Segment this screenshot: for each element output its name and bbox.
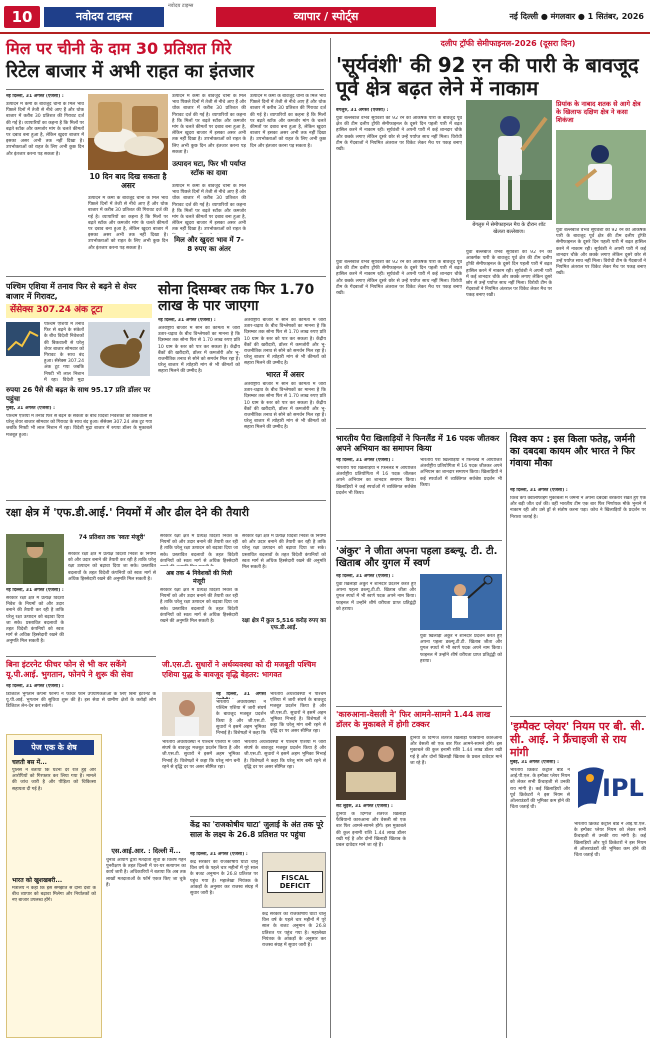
ipl-headline: 'इम्पैक्ट प्लेयर' नियम पर बी. सी. सी. आई. ने फ्रैंचाइजी से राय मांगी xyxy=(510,720,645,759)
fdi-sub3: रक्षा क्षेत्र में कुल 5,516 करोड़ रुपए का एफ.डी.आई. xyxy=(242,618,326,631)
fdi-sub1: 74 प्रतिशत तक 'स्वतः मंजूरी' xyxy=(78,534,146,541)
cricketer-photo xyxy=(466,100,552,220)
sidebar-item-body-1: पुलिस ने बताया कि घटना देर रात हुई और आरोपियों को गिरफ्तार कर लिया गया है। मामले की जांच जारी है और पीड़िता को चिकित्सा सहायता दी गई है। xyxy=(12,768,96,792)
sugar-body-col5: उत्पादन में कमी के बावजूद चीनी के मिल भाव पिछले दिनों में तेजी से नीचे आए हैं और थोक बाजार में करीब 30 प्रतिशत की गिरावट दर्ज की गई है। व्यापारियों का कहना है कि मिलों पर बढ़ते स्टॉक और कमजोर मांग के चलते कीमतों पर दबाव बना हुआ है, लेकिन खुदरा बाजार में इसका असर अभी तक नहीं दिखा है। उपभोक्ताओं को राहत के लिए अभी कुछ दिन और इंतजार करना पड़ सकता है। xyxy=(250,94,326,149)
fdi-sub2: अब तक 4 निवेशकों की मिली मंजूरी xyxy=(165,570,233,585)
divider xyxy=(510,716,646,717)
masthead xyxy=(0,0,650,34)
badminton-body-col2: युवा खिलाड़ी अंकुर ने शानदार प्रदर्शन करते हुए अपना पहला डब्ल्यू.टी.टी. खिताब जीता और युगल स्पर्धा में भी स्वर्ण पदक अपने नाम किया। फाइनल में उन्होंने शीर्ष वरीयता प्राप्त प्रतिद्वंद्वी को हराया। xyxy=(420,634,502,664)
sugar-sub1: 10 दिन बाद दिख सकता है असर xyxy=(89,172,167,190)
edition-note: नवोदय टाइम्स xyxy=(168,3,194,9)
sugar-body-col4: उत्पादन में कमी के बावजूद चीनी के मिल भाव पिछले दिनों में तेजी से नीचे आए हैं और थोक बाजार में करीब 30 प्रतिशत की गिरावट दर्ज की गई है। व्यापारियों का कहना है कि मिलों पर बढ़ते स्टॉक और कमजोर मांग के चलते कीमतों पर दबाव बना हुआ है, लेकिन खुदरा बाजार में इसका असर अभी तक नहीं दिखा है। उपभोक्ताओं को राहत के xyxy=(172,184,246,233)
sir-body: चुनाव आयोग द्वारा मतदाता सूची के विशेष गहन पुनरीक्षण के तहत दिल्ली में घर-घर सत्यापन का कार्य जारी है। अधिकारियों ने बताया कि अब तक लाखों मतदाताओं के फॉर्म एकत्र किए जा चुके हैं। xyxy=(106,858,186,888)
paper-name[interactable]: नवोदय टाइम्स xyxy=(44,7,164,27)
deficit-photo-label: FISCAL DEFICIT xyxy=(267,871,323,893)
batsman-photo-small xyxy=(556,130,646,224)
ipl-body-col2: भारतीय क्रिकेट कंट्रोल बोर्ड ने आई.पी.एल. के इम्पैक्ट प्लेयर नियम को लेकर सभी फ्रैंचाइजी से उनकी राय मांगी है। कई खिलाड़ियों और पूर्व क्रिकेटरों ने इस नियम से ऑलराउंडरों की भूमिका कम होने की चिंता जताई थी। xyxy=(574,822,646,859)
gold-headline: सोना दिसम्बर तक फिर 1.70 लाख के पार जाएगा xyxy=(158,282,315,314)
sensex-highlight: सेंसेक्स 307.24 अंक टूटा xyxy=(10,305,103,315)
deficit-body-col2: केंद्र सरकार का राजकोषीय घाटा चालू वित्त वर्ष के पहले चार महीनों में पूरे साल के बजट अनुमान के 26.8 प्रतिशत पर पहुंच गया है। महालेखा नियंत्रक के आंकड़ों के अनुसार कर राजस्व संग्रह में सुधार जारी है। xyxy=(262,912,326,949)
ipl-body-col1: भारतीय क्रिकेट कंट्रोल बोर्ड ने आई.पी.एल. के इम्पैक्ट प्लेयर नियम को लेकर सभी फ्रैंचाइजी से उनकी राय मांगी है। कई खिलाड़ियों और पूर्व क्रिकेटरों ने इस नियम से ऑलराउंडरों की भूमिका कम होने की चिंता जताई थी। xyxy=(510,768,570,811)
badminton-body-col1: युवा खिलाड़ी अंकुर ने शानदार प्रदर्शन करते हुए अपना पहला डब्ल्यू.टी.टी. खिताब जीता और युगल स्पर्धा में भी स्वर्ण पदक अपने नाम किया। फाइनल में उन्होंने शीर्ष वरीयता प्राप्त प्रतिद्वंद्वी को हराया। xyxy=(336,582,416,612)
duleep-body-a: युवा बल्लेबाज वैभव सूर्यवंशी की 92 रन की आकर्षक पारी के बावजूद पूर्व क्षेत्र की टीम दलीप ट्रॉफी सेमीफाइनल के दूसरे दिन पहली पारी में बढ़त हासिल करने में नाकाम रही। सूर्यवंशी ने अपनी पारी में कई शानदार चौके और छक्के लगाए लेकिन दूसरे छोर से उन्हें पर्याप्त साथ नहीं मिला। विरोधी टीम के गेंदबाजों ने नियमित अंतराल पर विकेट लेकर मैच पर पकड़ बनाए रखी। xyxy=(336,116,462,153)
sensex-body-a: पश्चिम एशिया में तनाव फिर से बढ़ने के संकेतों के बीच विदेशी निवेशकों की बिकवाली से घरेलू शेयर बाजार सोमवार को गिरावट के साथ बंद हुआ। सेंसेक्स 307.24 अंक टूट गया जबकि निफ्टी भी लाल निशान में रहा। विदेशी मुद्रा xyxy=(44,322,84,382)
ipl-logo xyxy=(574,760,646,818)
ipl-dateline: मुंबई, 31 अगस्त (एजेंसी) : xyxy=(510,760,559,765)
gold-body-col2: अंतर्राष्ट्रीय बाजार में सोने की कीमतों में जारी उतार-चढ़ाव के बीच विश्लेषकों का मानना है कि दिसम्बर तक सोना फिर से 1.70 लाख रुपए प्रति 10 ग्राम के स्तर को पार कर सकता है। केंद्रीय बैंकों की खरीदारी, डॉलर में कमजोरी और भू-राजनीतिक तनाव से सोने को समर्थन मिल रहा है। घरेलू बाजार में त्योहारी मांग से भी कीमतों को सहारा मिलने की उम्मीद है। xyxy=(244,318,326,366)
divider xyxy=(190,816,326,817)
finland-dateline: नई दिल्ली, 31 अगस्त (एजेंसी) : xyxy=(336,458,394,463)
column-divider xyxy=(330,38,331,1038)
sugar-headline: रिटेल बाजार में अभी राहत का इंतजार xyxy=(6,61,254,82)
football-dateline: नई दिल्ली, 31 अगस्त (एजेंसी) : xyxy=(510,488,568,493)
sugar-kicker: मिल पर चीनी के दाम 30 प्रतिशत गिरे xyxy=(6,39,232,58)
economy-body-col2: भारतीय अर्थव्यवस्था ने पश्चिम एशिया में जारी संघर्ष के बावजूद मजबूत प्रदर्शन किया है और जी.एस.टी. सुधारों ने इसमें अहम भूमिका निभाई है। विशेषज्ञों ने कहा कि घरेलू मांग बनी रहने से वृद्धि दर पर असर सीमित रहा। xyxy=(162,740,240,770)
divider xyxy=(6,656,156,657)
sir-heading: एस.आई.आर. : दिल्ली में... xyxy=(111,847,181,855)
divider xyxy=(6,89,324,90)
sugar-sub3: मिल और खुदरा भाव में 7-8 रुपए का अंतर xyxy=(174,236,244,253)
page-number: 10 xyxy=(4,6,40,28)
divider xyxy=(336,428,646,429)
deficit-headline: केंद्र का 'राजकोषीय घाटा' जुलाई के अंत तक पूरे साल के लक्ष्य के 26.8 प्रतिशत पर पहुंचा xyxy=(190,820,324,839)
sugar-photo xyxy=(88,94,168,170)
sugar-dateline: नई दिल्ली, 31 अगस्त (एजेंसी) : xyxy=(6,94,64,99)
sensex-kicker: पश्चिम एशिया में तनाव फिर से बढ़ने से शेयर बाजार में गिरावट, xyxy=(6,282,137,301)
gold-sub: भारत में असर xyxy=(265,370,305,379)
finland-body-col1: भारतीय पैरा खिलाड़ियों ने फिनलैंड में आयोजित अंतर्राष्ट्रीय प्रतियोगिता में 16 पदक जीतकर अपने अभियान का शानदार समापन किया। खिलाड़ियों ने कई स्पर्धाओं में व्यक्तिगत सर्वश्रेष्ठ प्रदर्शन भी किया। xyxy=(336,466,416,496)
fdi-body-col1: सरकार रक्षा क्षेत्र में प्रत्यक्ष विदेशी निवेश के नियमों को और उदार बनाने की तैयारी कर रही है ताकि घरेलू रक्षा उत्पादन को बढ़ावा दिया जा सके। प्रस्तावित बदलावों के तहत विदेशी कंपनियों को स्वतः मार्ग से अधिक हिस्सेदारी रखने की अनुमति मिल सकती है। xyxy=(6,596,64,645)
sidebar-item-body-2: मंत्रालय ने कहा कि इस समझौते से दोनों देशों के बीच व्यापार को बढ़ावा मिलेगा और निर्यातकों को नए बाजार उपलब्ध होंगे। xyxy=(12,886,96,904)
economy-body-col3: भारतीय अर्थव्यवस्था ने पश्चिम एशिया में जारी संघर्ष के बावजूद मजबूत प्रदर्शन किया है और जी.एस.टी. सुधारों ने इसमें अहम भूमिका निभाई है। विशेषज्ञों ने कहा कि घरेलू मांग बनी रहने से वृद्धि दर पर असर सीमित रहा। xyxy=(270,692,326,735)
sensex-dateline: मुंबई, 31 अगस्त (एजेंसी) : xyxy=(6,406,55,411)
economy-dateline: नई दिल्ली, 31 अगस्त xyxy=(216,692,266,697)
bull-photo xyxy=(88,322,150,376)
gold-body-col1: अंतर्राष्ट्रीय बाजार में सोने की कीमतों में जारी उतार-चढ़ाव के बीच विश्लेषकों का मानना है कि दिसम्बर तक सोना फिर से 1.70 लाख रुपए प्रति 10 ग्राम के स्तर को पार कर सकता है। केंद्रीय बैंकों की खरीदारी, डॉलर में कमजोरी और भू-राजनीतिक तनाव से सोने को समर्थन मिल रहा है। घरेलू बाजार में त्योहारी मांग से भी कीमतों को सहारा मिलने की उम्मीद है। xyxy=(158,326,240,375)
finland-headline: भारतीय पैरा खिलाड़ियों ने फिनलैंड में 16 पदक जीतकर अपने अभियान का समापन किया xyxy=(336,434,500,453)
fdi-body-col4: सरकार रक्षा क्षेत्र में प्रत्यक्ष विदेशी निवेश के नियमों को और उदार बनाने की तैयारी कर रही है ताकि घरेलू रक्षा उत्पादन को बढ़ावा दिया जा सके। प्रस्तावित बदलावों के तहत विदेशी कंपनियों को स्वतः मार्ग से अधिक हिस्सेदारी रखने की अनुमति मिल सकती है। xyxy=(160,588,238,625)
economy-headline: जी.एस.टी. सुधारों ने अर्थव्यवस्था को दी मजबूती पश्चिम एशिया युद्ध के बावजूद वृद्धि बेहतर: भागवत xyxy=(162,660,316,679)
sidebar-item-title-1[interactable]: चलती बस में... xyxy=(12,759,47,766)
economy-body-col4: भारतीय अर्थव्यवस्था ने पश्चिम एशिया में जारी संघर्ष के बावजूद मजबूत प्रदर्शन किया है और जी.एस.टी. सुधारों ने इसमें अहम भूमिका निभाई है। विशेषज्ञों ने कहा कि घरेलू मांग बनी रहने से वृद्धि दर पर असर सीमित रहा। xyxy=(244,740,326,770)
section-tag: व्यापार / स्पोर्ट्स xyxy=(216,7,436,27)
football-headline: विश्व कप : इस किला फतेह, जर्मनी का दबदबा कायम और भारत ने फिर गंवाया मौका xyxy=(510,434,635,469)
duleep-body-c: युवा बल्लेबाज वैभव सूर्यवंशी की 92 रन की आकर्षक पारी के बावजूद पूर्व क्षेत्र की टीम दलीप ट्रॉफी सेमीफाइनल के दूसरे दिन पहली पारी में बढ़त हासिल करने में नाकाम रही। सूर्यवंशी ने अपनी पारी में कई शानदार चौके और छक्के लगाए लेकिन दूसरे छोर से उन्हें पर्याप्त साथ नहीं मिला। विरोधी टीम के गेंदबाजों ने नियमित अंतराल पर विकेट लेकर मैच पर पकड़ बनाए रखी। xyxy=(466,250,552,299)
badminton-photo xyxy=(420,574,502,630)
gold-body-col3: अंतर्राष्ट्रीय बाजार में सोने की कीमतों में जारी उतार-चढ़ाव के बीच विश्लेषकों का मानना है कि दिसम्बर तक सोना फिर से 1.70 लाख रुपए प्रति 10 ग्राम के स्तर को पार कर सकता है। केंद्रीय बैंकों की खरीदारी, डॉलर में कमजोरी और भू-राजनीतिक तनाव से सोने को समर्थन मिल रहा है। घरेलू बाजार में त्योहारी मांग से भी कीमतों को सहारा मिलने की उम्मीद है। xyxy=(244,382,326,431)
deficit-photo xyxy=(262,852,326,908)
fdi-body-col5: सरकार रक्षा क्षेत्र में प्रत्यक्ष विदेशी निवेश के नियमों को और उदार बनाने की तैयारी कर रही है ताकि घरेलू रक्षा उत्पादन को बढ़ावा दिया जा सके। प्रस्तावित बदलावों के तहत विदेशी कंपनियों को स्वतः मार्ग से अधिक हिस्सेदारी रखने की अनुमति मिल सकती है। xyxy=(242,534,326,571)
sugar-body-col1: उत्पादन में कमी के बावजूद चीनी के मिल भाव पिछले दिनों में तेजी से नीचे आए हैं और थोक बाजार में करीब 30 प्रतिशत की गिरावट दर्ज की गई है। व्यापारियों का कहना है कि मिलों पर बढ़ते स्टॉक और कमजोर मांग के चलते कीमतों पर दबाव बना हुआ है, लेकिन खुदरा बाजार में इसका असर अभी तक नहीं दिखा है। उपभोक्ताओं को राहत के लिए अभी कुछ दिन और इंतजार करना पड़ सकता है। xyxy=(6,102,84,157)
deficit-body-col1: केंद्र सरकार का राजकोषीय घाटा चालू वित्त वर्ष के पहले चार महीनों में पूरे साल के बजट अनुमान के 26.8 प्रतिशत पर पहुंच गया है। महालेखा नियंत्रक के आंकड़ों के अनुसार कर राजस्व संग्रह में सुधार जारी है। xyxy=(190,860,258,897)
duleep-side-note: प्रियांक के नाबाद शतक से आगे क्षेत्र के खिलाफ दक्षिण क्षेत्र ने कसा शिकंजा xyxy=(556,100,641,124)
rupee-headline: रुपया 26 पैसे की बढ़त के साथ 95.17 प्रति डॉलर पर पहुंचा xyxy=(6,386,151,403)
fdi-body-col3: सरकार रक्षा क्षेत्र में प्रत्यक्ष विदेशी निवेश के नियमों को और उदार बनाने की तैयारी कर रही है ताकि घरेलू रक्षा उत्पादन को बढ़ावा दिया जा सके। प्रस्तावित बदलावों के तहत विदेशी कंपनियों को स्वतः मार्ग से अधिक हिस्सेदारी xyxy=(160,534,238,564)
chess-body-col2: दुनिया के दिग्गज शतरंज खिलाड़ी फैबियानो कारुआना और वेसली सो एक बार फिर आमने-सामने होंगे। इस मुकाबले की कुल इनामी राशि 1.44 लाख डॉलर रखी गई है और दोनों खिलाड़ी खिताब के प्रबल दावेदार माने जा रहे हैं। xyxy=(410,736,502,766)
sugar-body-col2: उत्पादन में कमी के बावजूद चीनी के मिल भाव पिछले दिनों में तेजी से नीचे आए हैं और थोक बाजार में करीब 30 प्रतिशत की गिरावट दर्ज की गई है। व्यापारियों का कहना है कि मिलों पर बढ़ते स्टॉक और कमजोर मांग के चलते कीमतों पर दबाव बना हुआ है, लेकिन खुदरा बाजार में इसका असर अभी तक नहीं दिखा है। उपभोक्ताओं को राहत के लिए अभी कुछ दिन और इंतजार करना पड़ सकता है। xyxy=(88,196,168,251)
deficit-dateline: नई दिल्ली, 31 अगस्त (एजेंसी) : xyxy=(190,852,248,857)
fdi-body-col2: सरकार रक्षा क्षेत्र में प्रत्यक्ष विदेशी निवेश के नियमों को और उदार बनाने की तैयारी कर रही है ताकि घरेलू रक्षा उत्पादन को बढ़ावा दिया जा सके। प्रस्तावित बदलावों के तहत विदेशी कंपनियों को स्वतः मार्ग से अधिक हिस्सेदारी रखने की अनुमति मिल सकती है। xyxy=(68,552,156,582)
finland-body-col2: भारतीय पैरा खिलाड़ियों ने फिनलैंड में आयोजित अंतर्राष्ट्रीय प्रतियोगिता में 16 पदक जीतकर अपने अभियान का शानदार समापन किया। खिलाड़ियों ने कई स्पर्धाओं में व्यक्तिगत सर्वश्रेष्ठ प्रदर्शन भी किया। xyxy=(420,458,502,488)
duleep-headline: 'सूर्यवंशी' की 92 रन की पारी के बावजूद पूर्व क्षेत्र बढ़त लेने में नाकाम xyxy=(336,53,639,100)
upi-body: डिजिटल भुगतान कंपनी फोनपे ने फीचर फोन उपयोगकर्ताओं के लिए बिना इंटरनेट के यू.पी.आई. भुगतान की सुविधा शुरू की है। इस सेवा से ग्रामीण क्षेत्रों के करोड़ों लोग डिजिटल लेन-देन कर सकेंगे। xyxy=(6,692,156,710)
sidebar-title: पेज एक के शेष xyxy=(14,740,94,755)
column-divider xyxy=(506,432,507,1038)
sugar-body-col3: उत्पादन में कमी के बावजूद चीनी के मिल भाव पिछले दिनों में तेजी से नीचे आए हैं और थोक बाजार में करीब 30 प्रतिशत की गिरावट दर्ज की गई है। व्यापारियों का कहना है कि मिलों पर बढ़ते स्टॉक और कमजोर मांग के चलते कीमतों पर दबाव बना हुआ है, लेकिन खुदरा बाजार में इसका असर अभी तक नहीं दिखा है। उपभोक्ताओं को राहत के लिए अभी कुछ दिन और इंतजार करना पड़ सकता है। xyxy=(172,94,246,155)
sidebar-item-title-2[interactable]: भारत को खुशखबरी... xyxy=(12,877,63,884)
sensex-body-b: पश्चिम एशिया में तनाव फिर से बढ़ने के संकेतों के बीच विदेशी निवेशकों की बिकवाली से घरेलू शेयर बाजार सोमवार को गिरावट के साथ बंद हुआ। सेंसेक्स 307.24 अंक टूट गया जबकि निफ्टी भी लाल निशान में रहा। विदेशी मुद्रा बाजार में रुपया डॉलर के मुकाबले मजबूत हुआ। xyxy=(6,414,152,438)
duleep-kicker: दलीप ट्रॉफी सेमीफाइनल-2026 (दूसरा दिन) xyxy=(440,39,576,48)
economy-body-col1: भारतीय अर्थव्यवस्था ने पश्चिम एशिया में जारी संघर्ष के बावजूद मजबूत प्रदर्शन किया है और जी.एस.टी. सुधारों ने इसमें अहम भूमिका निभाई है। विशेषज्ञों ने कहा कि xyxy=(216,700,266,736)
divider xyxy=(336,706,502,707)
badminton-headline: 'अंकुर' ने जीता अपना पहला डब्ल्यू. टी. टी. खिताब और युगल में स्वर्ण xyxy=(336,546,498,569)
chess-headline: 'कारुआना-वेसली ने' फिर आमने-सामने 1.44 लाख डॉलर के मुकाबले में होगी टक्कर xyxy=(336,710,491,729)
fdi-dateline: नई दिल्ली, 31 अगस्त (एजेंसी) : xyxy=(6,588,64,593)
cricketer-caption: बेंगलुरु में सेमीफाइनल मैच के दौरान शॉट खेलता बल्लेबाज। xyxy=(472,222,546,235)
chess-dateline: सेंट लुइस, 31 अगस्त (एजेंसी) : xyxy=(336,804,393,809)
ipl-logo-text: IPL xyxy=(602,774,644,802)
fdi-headline: रक्षा क्षेत्र में 'एफ.डी.आई.' नियमों में और ढील देने की तैयारी xyxy=(6,506,249,519)
upi-dateline: नई दिल्ली, 31 अगस्त (एजेंसी) : xyxy=(6,684,64,689)
stock-photo xyxy=(6,322,40,356)
duleep-body-b: युवा बल्लेबाज वैभव सूर्यवंशी की 92 रन की आकर्षक पारी के बावजूद पूर्व क्षेत्र की टीम दलीप ट्रॉफी सेमीफाइनल के दूसरे दिन पहली पारी में बढ़त हासिल करने में नाकाम रही। सूर्यवंशी ने अपनी पारी में कई शानदार चौके और छक्के लगाए लेकिन दूसरे छोर से उन्हें पर्याप्त साथ नहीं मिला। विरोधी टीम के गेंदबाजों ने नियमित अंतराल पर विकेट लेकर मैच पर पकड़ बनाए रखी। xyxy=(556,228,646,277)
divider xyxy=(336,540,502,541)
divider xyxy=(6,500,326,501)
soldier-photo xyxy=(6,534,64,584)
duleep-dateline: बेंगलुरु, 31 अगस्त (एजेंसी) : xyxy=(336,108,389,113)
chess-body-col1: दुनिया के दिग्गज शतरंज खिलाड़ी फैबियानो कारुआना और वेसली सो एक बार फिर आमने-सामने होंगे। इस मुकाबले की कुल इनामी राशि 1.44 लाख डॉलर रखी गई है और दोनों खिलाड़ी खिताब के प्रबल दावेदार माने जा रहे हैं। xyxy=(336,812,406,849)
football-body: विश्व कप क्वालीफाइंग मुकाबलों में जर्मनी ने अपना दबदबा बरकरार रखते हुए एक और बड़ी जीत दर्ज की। वहीं भारतीय टीम एक बार फिर निर्णायक मौके भुनाने में नाकाम रही और उसे ड्रॉ से संतोष करना पड़ा। कोच ने खिलाड़ियों के प्रदर्शन पर निराशा जताई है। xyxy=(510,496,646,520)
speaker-photo xyxy=(162,692,212,736)
page-date: नई दिल्ली ● मंगलवार ● 1 सितंबर, 2026 xyxy=(509,12,644,21)
upi-headline: बिना इंटरनेट फीचर फोन से भी कर सकेंगे यू.पी.आई. भुगतान, फोनपे ने शुरू की सेवा xyxy=(6,660,133,679)
sugar-sub2: उत्पादन घटा, फिर भी पर्याप्त स्टॉक का दावा xyxy=(172,160,246,177)
gold-dateline: नई दिल्ली, 31 अगस्त (एजेंसी) : xyxy=(158,318,216,323)
duleep-body-d: युवा बल्लेबाज वैभव सूर्यवंशी की 92 रन की आकर्षक पारी के बावजूद पूर्व क्षेत्र की टीम दलीप ट्रॉफी सेमीफाइनल के दूसरे दिन पहली पारी में बढ़त हासिल करने में नाकाम रही। सूर्यवंशी ने अपनी पारी में कई शानदार चौके और छक्के लगाए लेकिन दूसरे छोर से उन्हें पर्याप्त साथ नहीं मिला। विरोधी टीम के गेंदबाजों ने नियमित अंतराल पर विकेट लेकर मैच पर पकड़ बनाए रखी। xyxy=(336,260,462,297)
badminton-dateline: नई दिल्ली, 31 अगस्त (एजेंसी) : xyxy=(336,574,394,579)
chess-photo xyxy=(336,736,406,800)
divider xyxy=(6,276,326,277)
